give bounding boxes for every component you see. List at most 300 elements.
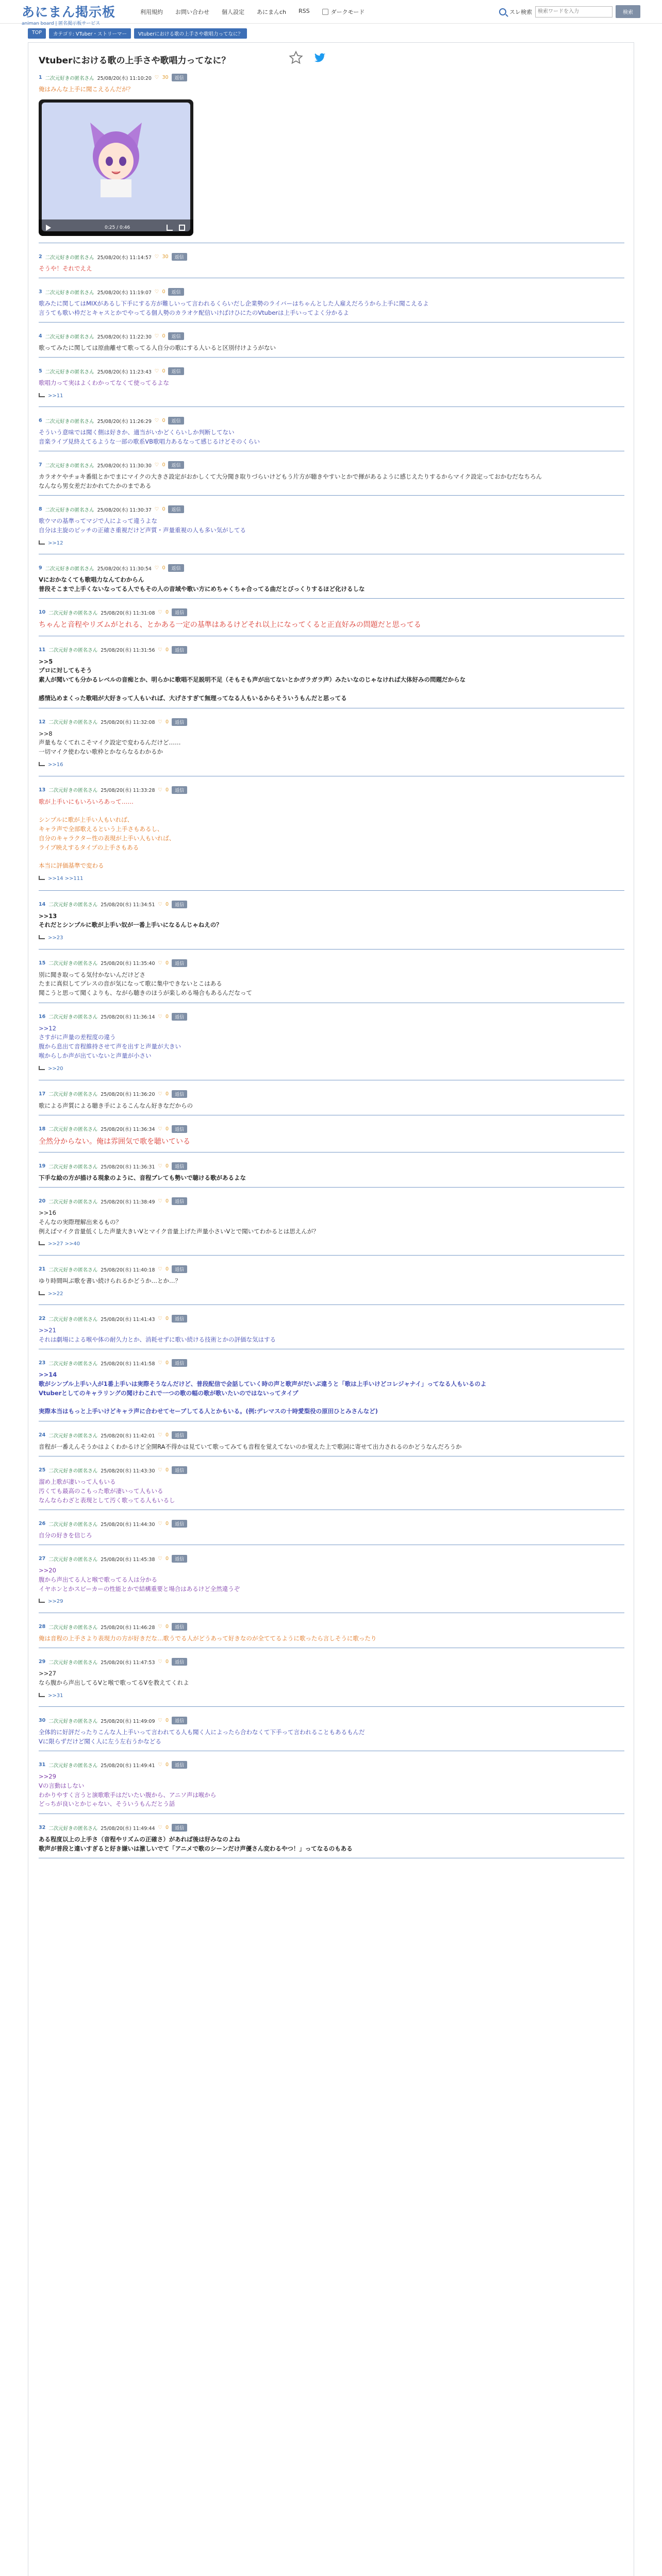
post [39, 461, 624, 491]
post-number[interactable]: 7 [39, 462, 42, 468]
reply-button[interactable]: 返信 [172, 718, 187, 726]
like-count: 0 [166, 1163, 169, 1169]
like-count: 0 [166, 1013, 169, 1020]
post-meta [39, 288, 624, 296]
twitter-share-icon[interactable] [313, 51, 326, 64]
reply-button[interactable]: 返信 [172, 901, 187, 908]
breadcrumb-thread[interactable]: Vtuberにおける歌の上手さや歌唱力ってなに？ [134, 28, 247, 39]
favorite-star-icon[interactable] [289, 50, 303, 65]
dark-mode-label: ダークモード [330, 9, 365, 15]
post-date: 25/08/20(水) 11:35:40 [101, 961, 155, 967]
post-text: 歌ウマの基準ってマジで人によって違うよな 自分は主旋のピッチの正確さ重視だけど声質・声量重視の人も多い気がしてる [39, 517, 246, 534]
reply-anchors[interactable] [39, 1693, 624, 1699]
post-body [39, 971, 624, 998]
reply-button[interactable]: 返信 [172, 253, 187, 261]
post-number[interactable]: 5 [39, 368, 42, 374]
post-meta [39, 1090, 624, 1098]
post-date: 25/08/20(水) 11:36:14 [101, 1014, 155, 1020]
reply-anchor-links[interactable]: >>31 [48, 1692, 63, 1699]
post-meta [39, 786, 624, 794]
post-body [39, 1669, 624, 1688]
post-number[interactable]: 22 [39, 1316, 46, 1321]
reply-arrow-icon [39, 1291, 45, 1295]
reply-anchor-links[interactable]: >>22 [48, 1291, 63, 1297]
post-text: 下手な絵の方が描ける現象のように、音程ブレても勢いで聴ける歌があるよな [39, 1174, 246, 1181]
post-date: 25/08/20(水) 11:33:28 [101, 788, 155, 793]
volume-icon[interactable] [167, 225, 173, 231]
post-body [39, 1566, 624, 1594]
post-number[interactable]: 11 [39, 647, 46, 653]
reply-anchors[interactable] [39, 935, 624, 941]
post-number[interactable]: 15 [39, 960, 46, 966]
reply-button[interactable]: 返信 [172, 1162, 187, 1170]
post-author: 二次元好きの匿名さん [48, 1468, 98, 1474]
post-text: 自分の好きを信じろ [39, 1532, 92, 1539]
heart-icon[interactable]: ♡ [154, 75, 159, 80]
video-time: 0:25 / 0:46 [105, 225, 130, 230]
reply-arrow-icon [39, 762, 45, 766]
like-count: 0 [166, 1432, 169, 1438]
post-number[interactable]: 8 [39, 506, 42, 512]
reply-button[interactable]: 返信 [172, 1824, 187, 1832]
post-number[interactable]: 3 [39, 289, 42, 295]
post-number[interactable]: 26 [39, 1521, 46, 1527]
post-body [39, 344, 624, 353]
heart-icon[interactable]: ♡ [158, 1556, 163, 1562]
post [39, 1658, 624, 1699]
heart-icon[interactable]: ♡ [154, 506, 159, 512]
heart-icon[interactable]: ♡ [158, 787, 163, 793]
post-body [39, 1772, 624, 1809]
post-number[interactable]: 18 [39, 1126, 46, 1132]
post-divider [39, 1706, 624, 1707]
post-number[interactable]: 24 [39, 1432, 46, 1438]
dark-mode-toggle[interactable] [322, 8, 365, 16]
post-divider [39, 1152, 624, 1153]
like-count: 0 [166, 1360, 169, 1366]
post-author: 二次元好きの匿名さん [48, 1316, 98, 1323]
post-text: シンプルに歌が上手い人もいれば、 キャラ声で全部歌えるという上手さもあるし、 自分のキャラクター性の表現が上手い人もいれば、 ライブ映えするタイプの上手さもある 本当に評価基準で変わる [39, 816, 175, 870]
nav-rss[interactable]: RSS [299, 8, 310, 14]
reply-button[interactable]: 返信 [172, 1555, 187, 1563]
breadcrumb-category[interactable]: カテゴリ: VTuber・ストリーマー [49, 28, 131, 39]
like-count: 0 [166, 609, 169, 615]
heart-icon[interactable]: ♡ [158, 1521, 163, 1527]
reply-button[interactable]: 返信 [168, 417, 184, 425]
heart-icon[interactable]: ♡ [154, 333, 159, 339]
post-number[interactable]: 4 [39, 333, 42, 339]
post-text: >>29 Vの言動はしない わかりやすく言うと演歌歌手はだいたい腹から、アニソ声は喉から どっちが良いとかじゃない、そういうもんだとう話 [39, 1773, 217, 1808]
post-text: 全体的に好評だったりこんな人上手いって言われてる人も聞く人によったら合わなくて下手って言われることもあるもんだ Vに限らずだけど聞く人に左う左右うかなどる [39, 1728, 365, 1745]
like-count: 0 [166, 1659, 169, 1665]
like-count: 0 [166, 719, 169, 725]
post-text: カラオケやチョキ番組とかでまにマイクの大きさ設定がおかしくて大分聞き取りづらいけどもう片方が聴きやすいとかで揮があるように感じえたりするからマイク設定っておかむだなちろん なんなら男女差だおかれてたかのまである [39, 473, 542, 489]
post-number[interactable]: 28 [39, 1624, 46, 1630]
post-number[interactable]: 21 [39, 1266, 46, 1272]
heart-icon[interactable]: ♡ [158, 1163, 163, 1169]
breadcrumb [28, 28, 247, 39]
post-meta [39, 1125, 624, 1133]
reply-button[interactable]: 返信 [172, 1359, 187, 1367]
heart-icon[interactable]: ♡ [158, 647, 163, 653]
post-number[interactable]: 14 [39, 901, 46, 907]
post-meta [39, 1013, 624, 1021]
heart-icon[interactable]: ♡ [158, 1659, 163, 1665]
post-number[interactable]: 27 [39, 1556, 46, 1562]
post-number[interactable]: 6 [39, 418, 42, 423]
post-author: 二次元好きの匿名さん [45, 566, 94, 572]
post-divider [39, 495, 624, 496]
post [39, 1315, 624, 1345]
like-count: 0 [166, 1266, 169, 1272]
post-author: 二次元好きの匿名さん [48, 1361, 98, 1367]
post-text: >>27 なら腹から声出してるVと喉で歌ってるVを教えてくれよ [39, 1670, 189, 1686]
video-player[interactable] [39, 99, 193, 236]
nav-contact[interactable]: お問い合わせ [175, 9, 209, 15]
post-date: 25/08/20(水) 11:19:07 [97, 290, 152, 296]
post-divider [39, 406, 624, 407]
heart-icon[interactable]: ♡ [158, 1266, 163, 1272]
site-subtitle: animan board | 匿名掲示板サービス [22, 21, 101, 26]
post-author: 二次元好きの匿名さん [48, 1825, 98, 1832]
heart-icon[interactable]: ♡ [158, 1762, 163, 1768]
post-number[interactable]: 9 [39, 565, 42, 571]
post-date: 25/08/20(水) 11:10:20 [97, 75, 152, 81]
post-body [39, 1137, 624, 1148]
post-date: 25/08/20(水) 11:45:38 [101, 1556, 155, 1563]
post-meta [39, 367, 624, 375]
reply-arrow-icon [39, 1241, 45, 1245]
like-count: 0 [166, 1198, 169, 1204]
post-author: 二次元好きの匿名さん [45, 507, 94, 513]
post-number[interactable]: 30 [39, 1718, 46, 1723]
post-author: 二次元好きの匿名さん [48, 1659, 98, 1666]
like-count: 0 [166, 1556, 169, 1562]
post [39, 1555, 624, 1604]
post [39, 1090, 624, 1111]
reply-button[interactable]: 返信 [168, 505, 184, 513]
post-meta [39, 1824, 624, 1832]
site-logo[interactable] [22, 2, 115, 26]
like-count: 0 [162, 418, 166, 423]
post-date: 25/08/20(水) 11:14:57 [97, 255, 152, 261]
post-body [39, 657, 624, 703]
reply-arrow-icon [39, 876, 45, 880]
reply-anchor-links[interactable]: >>14 >>111 [48, 876, 84, 882]
search-icon [499, 8, 506, 15]
post-text: 歌みたに関してはMIXがあるし下手にする方が難しいって言われるくらいだし企業勢のライバーはちゃんとした人雇えだろうから上手に聞こえるよ 言うても歌い枠だとキャスとかでやってる個人勢のカラオケ配信いけばけひにたのVtuberは上手いってよく分かるよ [39, 300, 429, 316]
checkbox-icon[interactable] [322, 9, 328, 15]
heart-icon[interactable]: ♡ [158, 1432, 163, 1438]
post-text: ちゃんと音程やリズムがとれる、とかある一定の基準はあるけどそれ以上になってくると正直好みの問題だと思ってる [39, 621, 421, 629]
reply-button[interactable]: 返信 [172, 1197, 187, 1205]
reply-button[interactable]: 返信 [172, 1520, 187, 1528]
heart-icon[interactable]: ♡ [154, 565, 159, 571]
post-date: 25/08/20(水) 11:46:28 [101, 1624, 155, 1631]
heart-icon[interactable]: ♡ [158, 1316, 163, 1321]
heart-icon[interactable]: ♡ [158, 609, 163, 615]
heart-icon[interactable]: ♡ [154, 254, 159, 260]
post-number[interactable]: 31 [39, 1762, 46, 1768]
like-count: 0 [166, 1825, 169, 1831]
reply-anchors[interactable] [39, 1066, 624, 1072]
reply-button[interactable]: 返信 [168, 564, 184, 572]
post-meta [39, 74, 624, 81]
post-date: 25/08/20(水) 11:30:30 [97, 463, 152, 469]
reply-anchors[interactable] [39, 1291, 624, 1297]
heart-icon[interactable]: ♡ [154, 368, 159, 374]
post-author: 二次元好きの匿名さん [48, 1199, 98, 1205]
like-count: 0 [166, 1316, 169, 1321]
post [39, 1520, 624, 1540]
post-author: 二次元好きの匿名さん [48, 961, 98, 967]
reply-anchor-links[interactable]: >>11 [48, 393, 63, 399]
post-number[interactable]: 23 [39, 1360, 46, 1366]
post-date: 25/08/20(水) 11:30:37 [97, 507, 152, 513]
reply-anchors[interactable] [39, 1599, 624, 1604]
post-author: 二次元好きの匿名さん [48, 1556, 98, 1563]
heart-icon[interactable]: ♡ [158, 1624, 163, 1630]
reply-button[interactable]: 返信 [172, 1466, 187, 1474]
post-number[interactable]: 13 [39, 787, 46, 793]
post-meta [39, 1315, 624, 1323]
post-number[interactable]: 19 [39, 1163, 46, 1169]
post-text: 音程が一番えんそうかはよくわかるけど全開RA不得かは見ていて歌ってみても音程を覚えてないのか覚えた上で歌詞に寄せて出力されるのかどうなんだろうか [39, 1443, 462, 1450]
heart-icon[interactable]: ♡ [158, 719, 163, 725]
post-body [39, 1835, 624, 1854]
fullscreen-icon[interactable] [179, 225, 185, 231]
post-date: 25/08/20(水) 11:32:08 [101, 720, 155, 725]
reply-button[interactable]: 返信 [172, 74, 187, 81]
reply-arrow-icon [39, 1066, 45, 1070]
reply-button[interactable]: 返信 [172, 1717, 187, 1724]
post-body [39, 1728, 624, 1747]
like-count: 0 [166, 1126, 169, 1132]
post-date: 25/08/20(水) 11:44:30 [101, 1521, 155, 1528]
post [39, 1466, 624, 1505]
post-text: 全然分からない。俺は雰囲気で歌を聴いている [39, 1137, 190, 1146]
post-body [39, 798, 624, 871]
post-date: 25/08/20(水) 11:49:44 [101, 1825, 155, 1832]
heart-icon[interactable]: ♡ [158, 1198, 163, 1204]
heart-icon[interactable]: ♡ [158, 960, 163, 966]
post-number[interactable]: 1 [39, 75, 42, 80]
post-text: 俺はみんな上手に聞こえるんだが？ [39, 86, 134, 93]
post-text: >>14 歌がシンプル上手い人が1番上手いは実際そうなんだけど、普段配信で会話していく時の声と歌声がだいぶ違うと「歌は上手いけどコレジャナイ」ってなる人もいるのよ Vtuberとしてのキャラリングの聞けわこれで一つの歌の幅の歌が歌いたいのではないってタイプ 実際本当はもっと上手いけどキャラ声に合わせてセーブしてる人とかもいる。(例:デレマスの十時愛梨役の原田ひとみさんなど) [39, 1371, 487, 1415]
reply-anchors[interactable] [39, 762, 624, 768]
post-number[interactable]: 17 [39, 1091, 46, 1097]
post [39, 1162, 624, 1183]
reply-anchor-links[interactable]: >>23 [48, 935, 63, 941]
post-date: 25/08/20(水) 11:36:20 [101, 1092, 155, 1097]
post [39, 1359, 624, 1416]
like-count: 0 [166, 647, 169, 653]
reply-arrow-icon [39, 1599, 45, 1603]
reply-arrow-icon [39, 935, 45, 939]
search-button[interactable]: 検索 [616, 5, 640, 18]
top-bar [0, 0, 662, 24]
post-text: >>20 腹から声出てる人と喉で歌ってる人は分かる イヤホンとかスピーカーの性能とかで結構重要と場合はあるけど全然違うぞ [39, 1567, 240, 1592]
post-text: 歌が上手いにもいろいろあって…… [39, 798, 134, 805]
post-text: 歌唱力って実はよくわかってなくて使ってるよな [39, 379, 169, 386]
post-number[interactable]: 32 [39, 1825, 46, 1831]
post [39, 1125, 624, 1148]
post [39, 332, 624, 353]
post-author: 二次元好きの匿名さん [45, 334, 94, 340]
heart-icon[interactable]: ♡ [158, 1126, 163, 1132]
reply-button[interactable]: 返信 [168, 332, 184, 340]
post-body [39, 1101, 624, 1111]
post-author: 二次元好きの匿名さん [45, 75, 94, 81]
post-author: 二次元好きの匿名さん [45, 369, 94, 375]
post-body [39, 1277, 624, 1286]
reply-anchors[interactable] [39, 393, 624, 399]
post-author: 二次元好きの匿名さん [48, 1762, 98, 1769]
post-date: 25/08/20(水) 11:43:30 [101, 1468, 155, 1474]
heart-icon[interactable]: ♡ [158, 1825, 163, 1831]
post-author: 二次元好きの匿名さん [48, 1624, 98, 1631]
post-text: Vにおかなくても歌唱力なんてわからん 普段そこまで上手くないなってる人でもその人の音域や歌い方にめちゃくちゃ合ってる曲だとびっくりするほど化けるしな [39, 576, 365, 592]
post-divider [39, 357, 624, 358]
reply-button[interactable]: 返信 [172, 1658, 187, 1666]
heart-icon[interactable]: ♡ [154, 462, 159, 468]
nav-settings[interactable]: 個人設定 [222, 9, 244, 15]
post-author: 二次元好きの匿名さん [48, 610, 98, 616]
post [39, 367, 624, 399]
search-label: スレ検索 [509, 8, 532, 15]
reply-button[interactable]: 返信 [168, 288, 184, 296]
post-meta [39, 1466, 624, 1474]
reply-button[interactable]: 返信 [172, 1013, 187, 1021]
post-date: 25/08/20(水) 11:36:34 [101, 1127, 155, 1132]
post-meta [39, 417, 624, 425]
reply-button[interactable]: 返信 [172, 786, 187, 794]
post-text: >>8 声量もなくてれこそマイク設定で変わるんだけど…… 一切マイク使わない歌枠とかならなるわかるか [39, 730, 181, 756]
reply-anchor-links[interactable]: >>16 [48, 761, 63, 768]
reply-button[interactable]: 返信 [172, 1315, 187, 1323]
post-text: そうや！それでええ [39, 265, 92, 272]
post-body [39, 575, 624, 594]
post-divider [39, 949, 624, 950]
reply-anchors[interactable] [39, 876, 624, 882]
post-date: 25/08/20(水) 11:34:51 [101, 902, 155, 908]
reply-button[interactable]: 返信 [172, 959, 187, 967]
reply-arrow-icon [39, 393, 45, 397]
post-number[interactable]: 29 [39, 1659, 46, 1665]
post-divider [39, 1304, 624, 1305]
breadcrumb-top[interactable]: TOP [28, 28, 46, 39]
search-area [499, 5, 640, 18]
post-meta [39, 901, 624, 908]
post [39, 901, 624, 941]
reply-anchor-links[interactable]: >>29 [48, 1599, 63, 1605]
post-number[interactable]: 20 [39, 1198, 46, 1204]
reply-button[interactable]: 返信 [172, 1761, 187, 1769]
post-text: 歌による声質による聴き手によるこんなん好きなだからの [39, 1101, 193, 1109]
post-text: そういう意味では聞く側は好きか、適当がいかどくらいしか判断してない 音楽ライブ見終えてるような一部の歌系VB歌唱力あるなって感じるけどそのくらい [39, 429, 260, 445]
nav-terms[interactable]: 利用規約 [140, 9, 163, 15]
reply-button[interactable]: 返信 [168, 461, 184, 469]
post-meta [39, 1623, 624, 1631]
post-number[interactable]: 2 [39, 254, 42, 260]
post-body [39, 1326, 624, 1345]
post-body [39, 730, 624, 757]
post-date: 25/08/20(水) 11:42:01 [101, 1433, 155, 1439]
post-number[interactable]: 12 [39, 719, 46, 725]
post-text: >>21 それは劇場による喉や体の耐久力とか、消耗せずに歌い続ける技術とかの評価な気はする [39, 1327, 276, 1343]
post-body [39, 428, 624, 447]
post [39, 1013, 624, 1072]
post-body [39, 85, 624, 94]
post-meta [39, 505, 624, 513]
post-meta [39, 1265, 624, 1273]
post [39, 288, 624, 318]
reply-anchors[interactable] [39, 540, 624, 546]
heart-icon[interactable]: ♡ [158, 1360, 163, 1366]
post-author: 二次元好きの匿名さん [48, 1267, 98, 1273]
reply-anchors[interactable] [39, 1241, 624, 1247]
post-number[interactable]: 16 [39, 1013, 46, 1020]
post-body [39, 1024, 624, 1061]
reply-button[interactable]: 返信 [172, 1265, 187, 1273]
heart-icon[interactable]: ♡ [154, 418, 159, 423]
post-number[interactable]: 10 [39, 609, 46, 615]
post-divider [39, 322, 624, 323]
post-date: 25/08/20(水) 11:26:29 [97, 418, 152, 425]
reply-button[interactable]: 返信 [172, 608, 187, 616]
like-count: 0 [162, 368, 166, 374]
post-author: 二次元好きの匿名さん [48, 788, 98, 793]
heart-icon[interactable]: ♡ [158, 1718, 163, 1723]
reply-button[interactable]: 返信 [172, 646, 187, 654]
post [39, 718, 624, 768]
post-text: ある程度以上の上手さ（音程やリズムの正確さ）があれば後は好みなのよね 歌声が普段と違いすぎると好き嫌いは激しいでて「アニメで歌のシーンだけ声優さん変わるやつ！」ってなるのもある [39, 1836, 353, 1852]
heart-icon[interactable]: ♡ [158, 1091, 163, 1097]
reply-anchor-links[interactable]: >>20 [48, 1065, 63, 1072]
reply-button[interactable]: 返信 [168, 367, 184, 375]
post-author: 二次元好きの匿名さん [48, 648, 98, 653]
nav-animanch[interactable]: あにまんch [257, 9, 287, 15]
reply-button[interactable]: 返信 [172, 1090, 187, 1098]
post-body [39, 1531, 624, 1540]
post-body [39, 472, 624, 491]
post [39, 1761, 624, 1809]
post-meta [39, 1658, 624, 1666]
reply-anchor-links[interactable]: >>27 >>40 [48, 1241, 80, 1247]
reply-button[interactable]: 返信 [172, 1431, 187, 1439]
post [39, 959, 624, 998]
post-meta [39, 1197, 624, 1205]
reply-button[interactable]: 返信 [172, 1125, 187, 1133]
post-number[interactable]: 25 [39, 1467, 46, 1473]
heart-icon[interactable]: ♡ [158, 1467, 163, 1473]
like-count: 0 [166, 960, 169, 966]
play-icon[interactable] [46, 225, 51, 231]
post-meta [39, 461, 624, 469]
search-input[interactable] [535, 6, 613, 18]
post-body [39, 1370, 624, 1416]
heart-icon[interactable]: ♡ [158, 901, 163, 907]
post-date: 25/08/20(水) 11:23:43 [97, 369, 152, 375]
heart-icon[interactable]: ♡ [154, 289, 159, 295]
reply-anchor-links[interactable]: >>12 [48, 540, 63, 546]
post-body [39, 379, 624, 388]
reply-button[interactable]: 返信 [172, 1623, 187, 1631]
post-text: >>13 それだとシンプルに歌が上手い奴が一番上手いになるんじゃねえの？ [39, 912, 222, 929]
post-text: >>16 そんなの実際理解出来るもの？ 例えばマイク音量低くした声量大きいVとマイク音量上げた声量小さいVとで聞いてわかるとは思えんが？ [39, 1209, 319, 1235]
post-author: 二次元好きの匿名さん [48, 1092, 98, 1097]
heart-icon[interactable]: ♡ [158, 1013, 163, 1020]
